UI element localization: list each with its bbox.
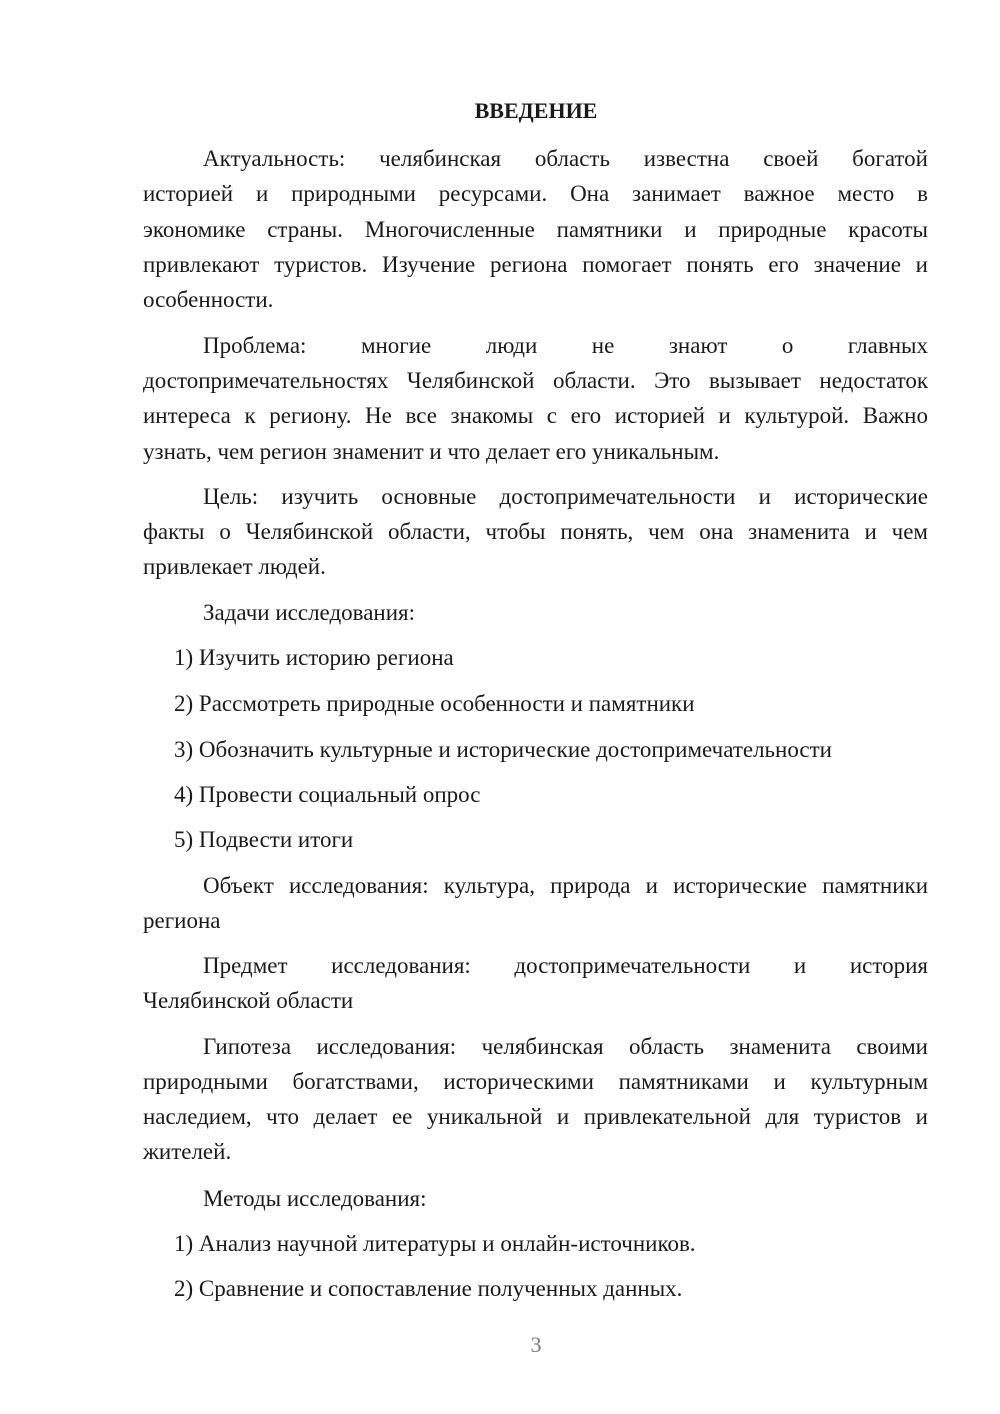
methods-heading: Методы исследования:: [203, 1186, 427, 1211]
text-line: факты о Челябинской области, чтобы понять, чем она знаменита и чем: [143, 519, 928, 544]
page-number: 3: [530, 1332, 542, 1357]
text-line: привлекают туристов. Изучение региона помогает понять его значение и: [143, 252, 928, 277]
text-line: Челябинской области: [143, 988, 354, 1013]
list-item: 1) Анализ научной литературы и онлайн-источников.: [174, 1231, 696, 1256]
tasks-heading: Задачи исследования:: [203, 600, 416, 625]
text-line: жителей.: [143, 1139, 232, 1164]
list-item: 1) Изучить историю региона: [174, 645, 454, 670]
text-line: Цель: изучить основные достопримечательности и исторические: [203, 484, 928, 509]
page-title: ВВЕДЕНИЕ: [474, 98, 598, 123]
text-line: Гипотеза исследования: челябинская область знаменита своими: [203, 1034, 928, 1059]
text-line: особенности.: [143, 287, 274, 312]
text-line: узнать, чем регион знаменит и что делает его уникальным.: [143, 439, 720, 464]
text-line: интереса к региону. Не все знакомы с его историей и культурой. Важно: [143, 403, 928, 428]
text-line: природными богатствами, историческими памятниками и культурным: [143, 1069, 928, 1094]
text-line: Предмет исследования: достопримечательности и история: [203, 953, 928, 978]
text-line: экономике страны. Многочисленные памятники и природные красоты: [143, 217, 928, 242]
text-line: привлекает людей.: [143, 554, 326, 579]
list-item: 3) Обозначить культурные и исторические достопримечательности: [174, 737, 832, 762]
text-line: Объект исследования: культура, природа и исторические памятники: [203, 873, 928, 898]
list-item: 2) Сравнение и сопоставление полученных данных.: [174, 1276, 683, 1301]
list-item: 4) Провести социальный опрос: [174, 782, 481, 807]
text-line: Актуальность: челябинская область известна своей богатой: [203, 146, 928, 171]
text-line: региона: [143, 908, 221, 933]
list-item: 5) Подвести итоги: [174, 827, 354, 852]
text-line: Проблема: многие люди не знают о главных: [203, 333, 928, 358]
text-line: достопримечательностях Челябинской области. Это вызывает недостаток: [143, 368, 928, 393]
text-line: историей и природными ресурсами. Она занимает важное место в: [143, 181, 928, 206]
text-line: наследием, что делает ее уникальной и привлекательной для туристов и: [143, 1104, 928, 1129]
list-item: 2) Рассмотреть природные особенности и памятники: [174, 691, 695, 716]
